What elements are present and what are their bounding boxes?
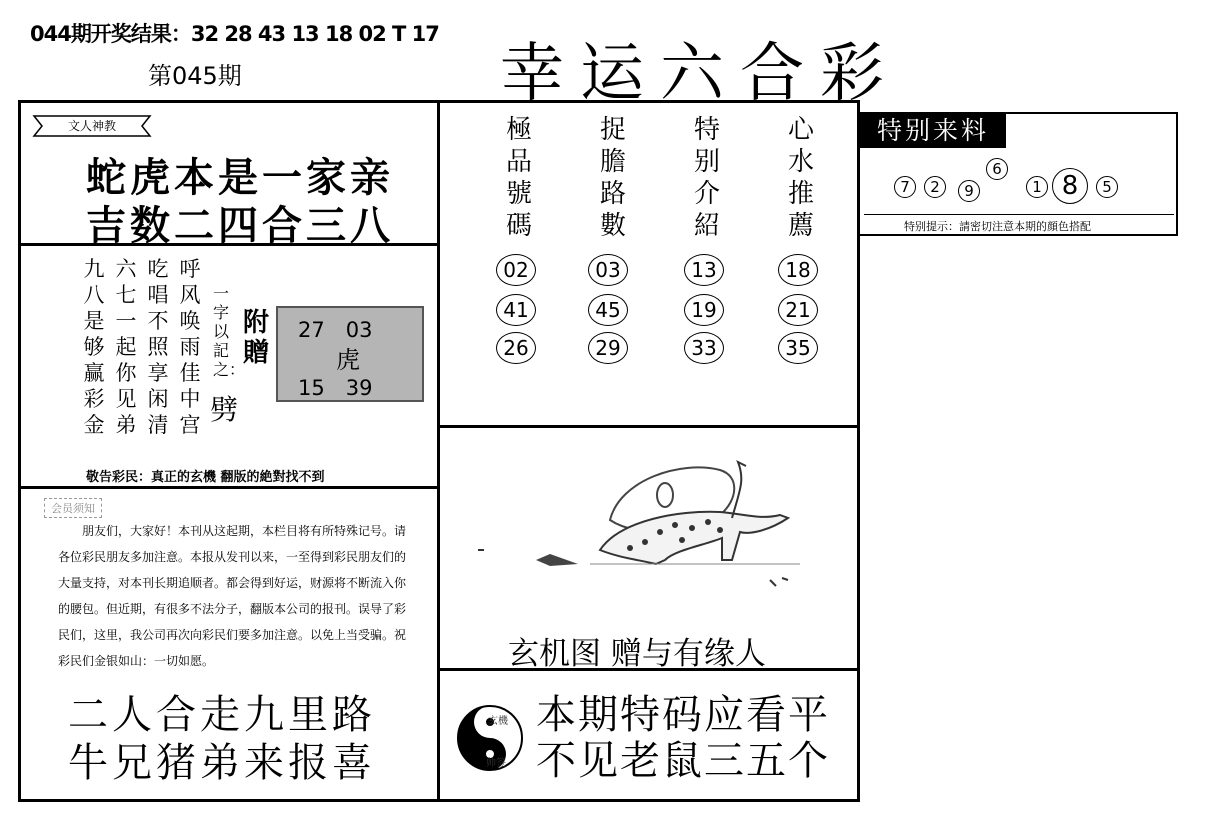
stamp-text: 文人神教 (67, 119, 116, 133)
stamp-label (28, 112, 156, 140)
number-circle: 29 (588, 332, 628, 364)
number-circle: 41 (496, 294, 536, 326)
number-circle: 21 (778, 294, 818, 326)
page-title: 幸运六合彩 (500, 37, 900, 111)
special-tip: 特别提示：請密切注意本期的顔色搭配 (904, 220, 1091, 233)
column-header-4: 心水推薦 (787, 115, 814, 241)
special-number: 5 (1096, 176, 1118, 198)
number-circle: 33 (684, 332, 724, 364)
number-circle: 45 (588, 294, 628, 326)
special-divider (864, 214, 1174, 215)
divider-left-2 (18, 486, 438, 489)
poem-columns (82, 256, 212, 456)
gift-box (276, 306, 424, 402)
article-stamp: 会员须知 (44, 498, 102, 518)
number-circle: 03 (588, 254, 628, 286)
special-number: 1 (1026, 176, 1048, 198)
issue-number: 第045期 (148, 62, 242, 90)
poem-column: 六七一起你见弟 (115, 257, 137, 437)
column-header-1: 極品號碼 (505, 115, 532, 241)
side-note: 一字以記之： (213, 284, 246, 379)
number-circle: 26 (496, 332, 536, 364)
picture-caption: 玄机图 赠与有缘人 (508, 636, 766, 672)
gift-numbers-1: 27 03 (298, 318, 373, 342)
special-number: 9 (958, 180, 980, 202)
gift-numbers-2: 15 39 (298, 376, 373, 400)
special-number: 6 (986, 158, 1008, 180)
hint-line-2: 不见老鼠三五个 (536, 738, 830, 784)
taiji-label-2: 帅签 (486, 758, 506, 769)
poem-column: 呼风唤雨佳中宫 (179, 257, 201, 437)
divider-mid-1 (438, 425, 860, 428)
side-word: 劈 (210, 393, 239, 426)
column-header-2: 捉膽路數 (599, 115, 626, 241)
taiji-label-1: 玄機 (488, 716, 508, 727)
poem-line-1: 二人合走九里路 (68, 692, 376, 738)
special-title: 特别来料 (860, 114, 1006, 148)
special-number-highlight: 8 (1052, 168, 1088, 204)
notice-text: 敬告彩民：真正的玄機 翻版的絶對找不到 (86, 470, 325, 485)
hint-line-1: 本期特码应看平 (536, 692, 830, 738)
column-header-3: 特别介紹 (693, 115, 720, 241)
gift-label: 附贈 (243, 308, 270, 368)
special-number: 2 (924, 176, 946, 198)
gift-animal: 虎 (336, 346, 360, 374)
number-circle: 02 (496, 254, 536, 286)
special-number: 7 (894, 176, 916, 198)
previous-result: 044期开奖结果：32 28 43 13 18 02 T 17 (30, 22, 439, 46)
poem-line-2: 牛兄猪弟来报喜 (68, 740, 376, 786)
vertical-divider (437, 100, 440, 802)
number-circle: 19 (684, 294, 724, 326)
number-circle: 13 (684, 254, 724, 286)
article-text: 朋友们，大家好！本刊从这起期，本栏目将有所特殊记号。请各位彩民朋友多加注意。本报从发刊以来，一至得到彩民朋友们的大量支持，对本刊长期追顺者。都会得到好运，财源将不断流入你的腰包。但近期，有很多不法分子，翻版本公司的报刊。误导了彩民们，这里，我公司再次向彩民们要多加注意。以免上当受骗。祝彩民们金银如山：一切如愿。 (58, 524, 407, 668)
poem-column: 吃唱不照享闲清 (147, 257, 169, 437)
poem-column: 九八是够赢彩金 (83, 257, 105, 437)
number-circle: 18 (778, 254, 818, 286)
slogan-line-1: 蛇虎本是一家亲 (86, 154, 394, 201)
number-circle: 35 (778, 332, 818, 364)
slogan-line-2: 吉数二四合三八 (86, 202, 394, 249)
riddle-illustration (470, 440, 830, 620)
